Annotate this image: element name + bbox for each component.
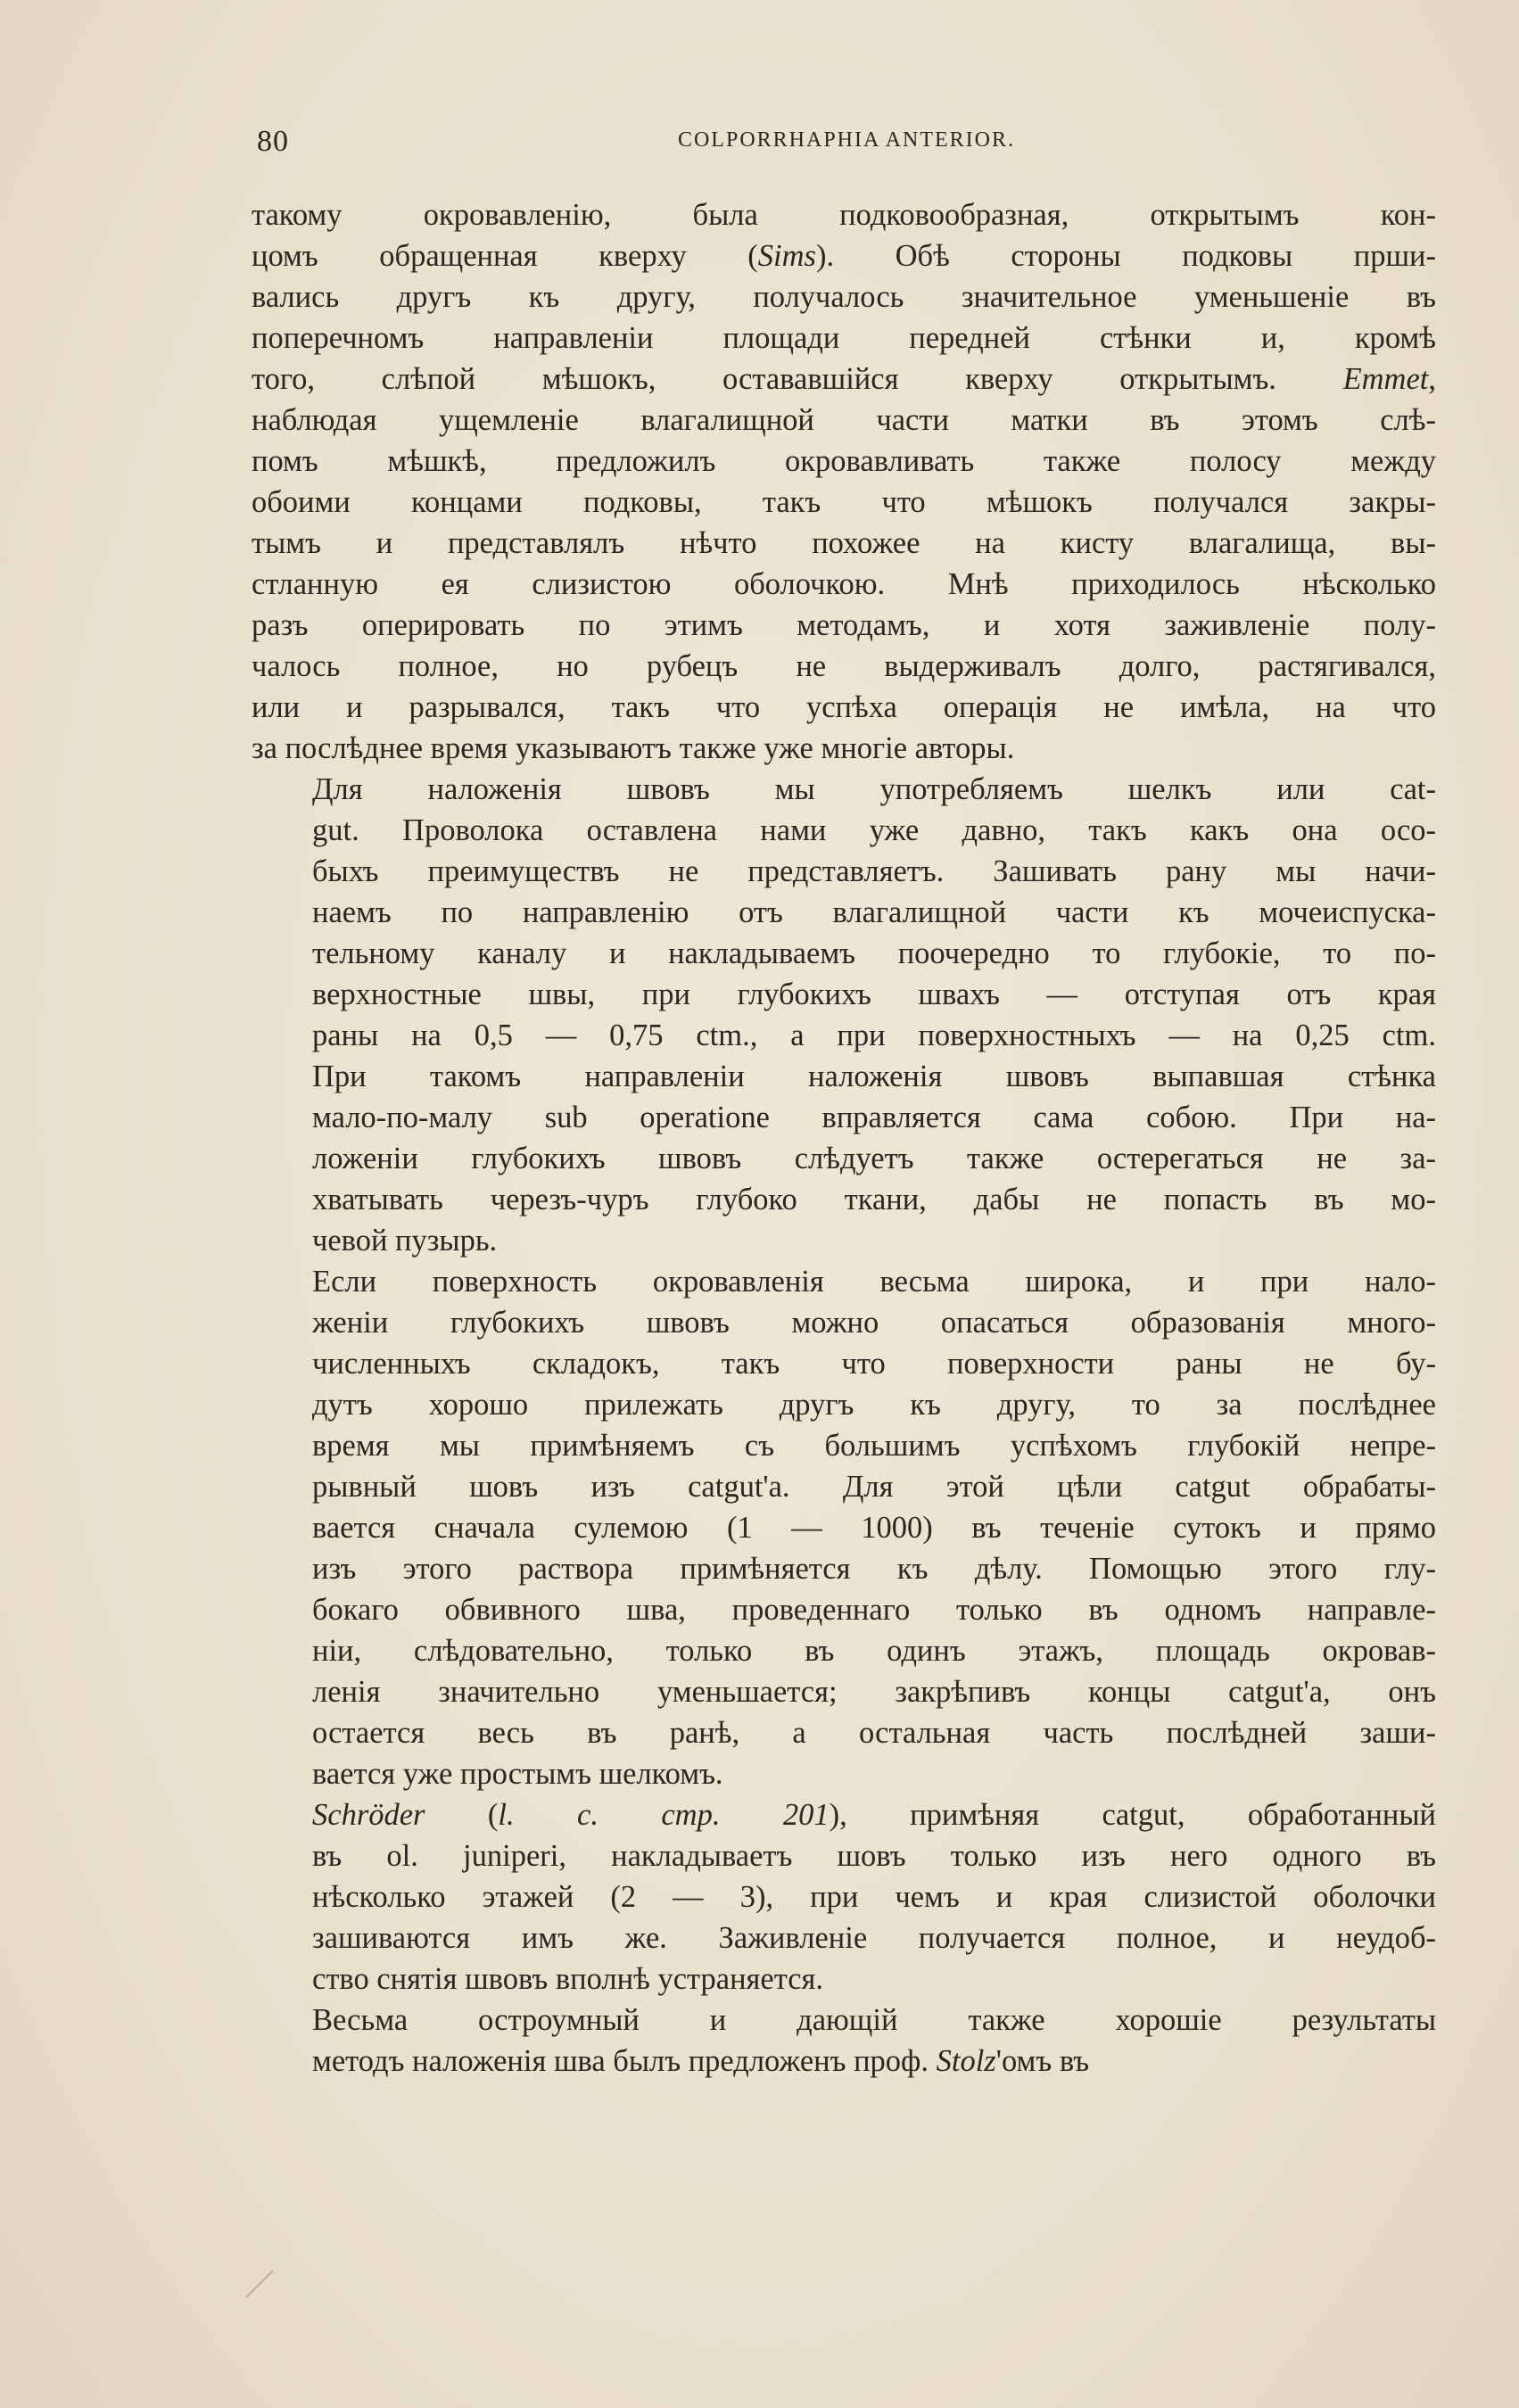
text-line: стланную ея слизистою оболочкою. Мнѣ приходилось нѣсколько [252,567,1436,601]
text-line: наемъ по направленію отъ влагалищной части къ мочеиспуска- [312,895,1436,929]
text-line: за послѣднее время указываютъ также уже многіе авторы. [252,731,1015,765]
text-line: численныхъ складокъ, такъ что поверхности раны не бу- [312,1347,1436,1381]
text-line: или и разрывался, такъ что успѣха операція не имѣла, на что [252,690,1436,724]
text-line: вается сначала сулемою (1 — 1000) въ теченіе сутокъ и прямо [312,1511,1436,1545]
text-line: обоими концами подковы, такъ что мѣшокъ получался закры- [252,485,1436,519]
paragraph [252,1794,1436,2000]
text-line: методъ наложенія шва былъ предложенъ проф. Stolz'омъ въ [312,2044,1090,2078]
text-line: верхностные швы, при глубокихъ швахъ — отступая отъ края [312,977,1436,1011]
text-line: чевой пузырь. [312,1224,498,1258]
running-title: COLPORRHAPHIA ANTERIOR. [677,128,1016,152]
text-line: При такомъ направленіи наложенія швовъ выпавшая стѣнка [312,1060,1436,1093]
text-line: ленія значительно уменьшается; закрѣпивъ концы catgut'а, онъ [312,1675,1436,1709]
text-line: разъ оперировать по этимъ методамъ, и хотя заживленіе полу- [252,608,1436,642]
text-line: Если поверхность окровавленія весьма широка, и при нало- [312,1265,1436,1299]
text-line: женіи глубокихъ швовъ можно опасаться образованія много- [312,1306,1436,1340]
text-line: быхъ преимуществъ не представляетъ. Зашивать рану мы начи- [312,854,1436,888]
body-text [252,194,1436,2082]
text-line: раны на 0,5 — 0,75 ctm., а при поверхностныхъ — на 0,25 ctm. [312,1018,1436,1052]
text-line: поперечномъ направленіи площади передней стѣнки и, кромѣ [252,321,1436,355]
page-header [257,125,1436,164]
text-line: время мы примѣняемъ съ большимъ успѣхомъ глубокій непре- [312,1429,1436,1463]
text-line: зашиваются имъ же. Заживленіе получается полное, и неудоб- [312,1921,1436,1955]
text-line: Schröder (l. c. стр. 201), примѣняя catgut, обработанный [312,1798,1436,1832]
paragraph [252,769,1436,1261]
pencil-mark-icon [243,2265,278,2301]
paragraph [252,2000,1436,2082]
text-line: вались другъ къ другу, получалось значительное уменьшеніе въ [252,280,1436,314]
text-line: цомъ обращенная кверху (Sims). Обѣ стороны подковы прши- [252,239,1436,273]
text-line: ніи, слѣдовательно, только въ одинъ этажъ, площадь окровав- [312,1634,1436,1668]
text-line: рывный шовъ изъ catgut'а. Для этой цѣли catgut обрабаты- [312,1470,1436,1504]
text-line: наблюдая ущемленіе влагалищной части матки въ этомъ слѣ- [252,403,1436,437]
paragraph [252,194,1436,769]
paragraph [252,1261,1436,1794]
text-line: изъ этого раствора примѣняется къ дѣлу. Помощью этого глу- [312,1552,1436,1586]
text-line: мало-по-малу sub operatione вправляется сама собою. При на- [312,1101,1436,1134]
text-line: тымъ и представлялъ нѣчто похожее на кисту влагалища, вы- [252,526,1436,560]
text-line: Весьма остроумный и дающій также хорошіе результаты [312,2003,1436,2037]
text-line: дутъ хорошо прилежать другъ къ другу, то за послѣднее [312,1388,1436,1422]
text-line: ство снятія швовъ вполнѣ устраняется. [312,1962,824,1996]
text-line: gut. Проволока оставлена нами уже давно, такъ какъ она осо- [312,813,1436,847]
text-line: ложеніи глубокихъ швовъ слѣдуетъ также остерегаться не за- [312,1142,1436,1175]
text-line: бокаго обвивного шва, проведеннаго только въ одномъ направле- [312,1593,1436,1627]
text-line: такому окровавленію, была подковообразная, открытымъ кон- [252,198,1436,232]
text-line: вается уже простымъ шелкомъ. [312,1757,723,1791]
text-line: чалось полное, но рубецъ не выдерживалъ долго, растягивался, [252,649,1436,683]
page-number: 80 [257,125,289,158]
text-line: остается весь въ ранѣ, а остальная часть послѣдней заши- [312,1716,1436,1750]
text-line: нѣсколько этажей (2 — 3), при чемъ и края слизистой оболочки [312,1880,1436,1914]
text-line: Для наложенія швовъ мы употребляемъ шелкъ или cat- [312,772,1436,806]
text-line: хватывать черезъ-чуръ глубоко ткани, дабы не попасть въ мо- [312,1183,1436,1216]
text-line: въ ol. juniperi, накладываетъ шовъ только изъ него одного въ [312,1839,1436,1873]
text-line: того, слѣпой мѣшокъ, остававшійся кверху открытымъ. Emmet, [252,362,1436,396]
text-line: тельному каналу и накладываемъ поочередно то глубокіе, то по- [312,936,1436,970]
text-line: помъ мѣшкѣ, предложилъ окровавливать также полосу между [252,444,1436,478]
